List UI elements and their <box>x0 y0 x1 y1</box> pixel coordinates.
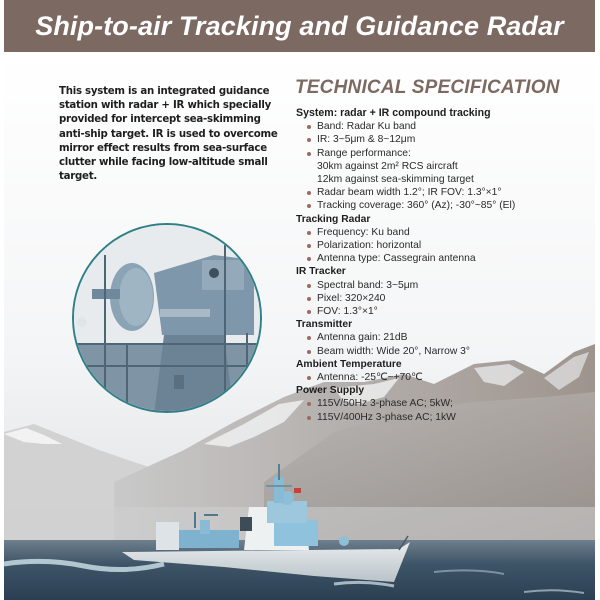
spec-item <box>306 397 595 410</box>
bullet-icon <box>307 297 311 301</box>
bullet-icon <box>307 284 311 288</box>
spec-section-system <box>296 107 595 213</box>
spec-item-text: Frequency: Ku band <box>317 226 410 238</box>
title-banner <box>4 0 595 52</box>
bullet-icon <box>307 138 311 142</box>
radar-closeup-photo <box>72 223 262 413</box>
spec-item <box>306 345 595 358</box>
spec-item <box>306 252 595 265</box>
section-heading: IR Tracker <box>296 266 346 278</box>
spec-item-text: Band: Radar Ku band <box>317 121 417 133</box>
spec-item-text: Beam width: Wide 20°, Narrow 3° <box>317 345 471 357</box>
spec-section-tracking-radar <box>296 213 595 266</box>
spec-item-text: Radar beam width 1.2°; IR FOV: 1.3°×1° <box>317 187 502 199</box>
spec-item <box>306 120 595 133</box>
spec-item-text: IR: 3~5μm & 8~12μm <box>317 134 416 146</box>
bullet-icon <box>307 310 311 314</box>
spec-item-text: Antenna gain: 21dB <box>317 332 408 344</box>
spec-item <box>306 186 595 199</box>
spec-item-text: 115V/400Hz 3-phase AC; 1kW <box>317 411 456 423</box>
section-heading: Transmitter <box>296 319 353 331</box>
spec-item <box>306 305 595 318</box>
section-heading: Ambient Temperature <box>296 358 402 370</box>
bullet-icon <box>307 244 311 248</box>
spec-section-transmitter <box>296 318 595 358</box>
spec-item <box>306 411 595 424</box>
spec-item-text: Spectral band: 3~5μm <box>317 279 419 291</box>
bullet-icon <box>307 204 311 208</box>
spec-item-text: Pixel: 320×240 <box>317 292 386 304</box>
spec-item <box>306 279 595 292</box>
radar-director-icon <box>74 225 262 413</box>
spec-item <box>306 199 595 212</box>
brochure-page <box>4 0 595 600</box>
spec-item <box>306 239 595 252</box>
spec-item-text: 115V/50Hz 3-phase AC; 5kW; <box>317 398 453 410</box>
spec-section-ambient-temperature <box>296 358 595 384</box>
spec-item-text: Polarization: horizontal <box>317 240 422 252</box>
section-heading: System: radar + IR compound tracking <box>296 107 491 119</box>
spec-item <box>306 133 595 146</box>
spec-item-text: Range performance: <box>317 147 411 159</box>
bullet-icon <box>307 257 311 261</box>
spec-item <box>306 371 595 384</box>
spec-item <box>306 292 595 305</box>
section-heading: Power Supply <box>296 385 365 397</box>
bullet-icon <box>307 402 311 406</box>
spec-heading: TECHNICAL SPECIFICATION <box>295 77 560 98</box>
page-title: Ship-to-air Tracking and Guidance Radar <box>35 10 564 41</box>
bullet-icon <box>307 191 311 195</box>
bullet-icon <box>307 376 311 380</box>
spec-section-power-supply <box>296 384 595 424</box>
spec-item <box>306 331 595 344</box>
spec-item <box>306 226 595 239</box>
section-heading: Tracking Radar <box>296 213 371 225</box>
spec-item-text: FOV: 1.3°×1° <box>317 306 378 318</box>
bullet-icon <box>307 336 311 340</box>
spec-section-ir-tracker <box>296 265 595 318</box>
bullet-icon <box>307 416 311 420</box>
bullet-icon <box>307 350 311 354</box>
bullet-icon <box>307 231 311 235</box>
spec-subitem: 12km against sea-skimming target <box>317 174 474 186</box>
spec-item-text: Antenna: -25℃~+70℃ <box>317 372 423 384</box>
spec-item <box>306 147 595 187</box>
spec-item-text: Tracking coverage: 360° (Az); -30°~85° (El) <box>317 200 516 212</box>
spec-list <box>296 107 595 424</box>
spec-item-text: Antenna type: Cassegrain antenna <box>317 253 476 265</box>
system-description: This system is an integrated guidance station with radar + IR which specially provided for intercept sea-skimming anti-ship target. IR is used to overcome mirror effect results from sea-surface clutter while facing low-altitude small target. <box>59 86 278 183</box>
bullet-icon <box>307 152 311 156</box>
spec-subitem: 30km against 2m² RCS aircraft <box>317 160 458 172</box>
bullet-icon <box>307 125 311 129</box>
